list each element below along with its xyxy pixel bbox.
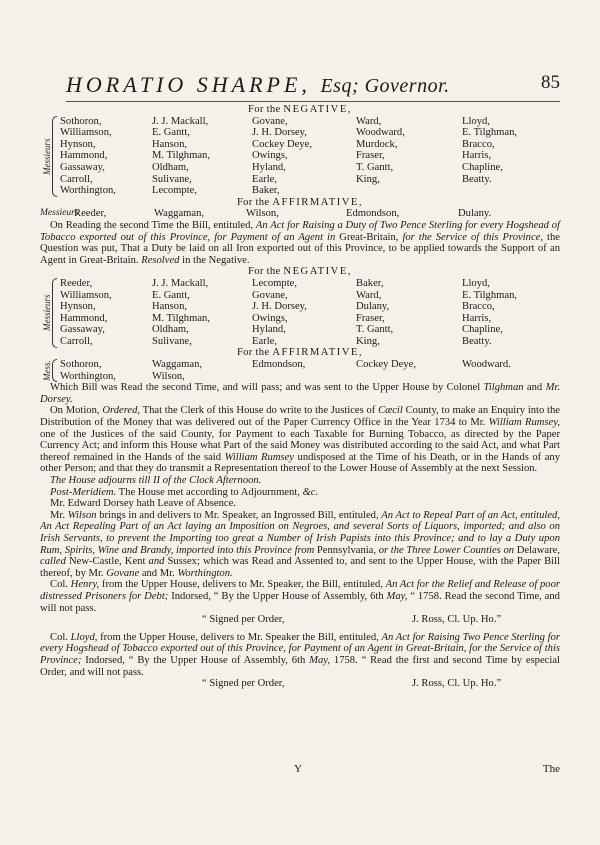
voter-name: Worthington,: [60, 185, 116, 197]
voter-name: Owings,: [252, 312, 288, 324]
voter-name: Sulivane,: [152, 173, 192, 185]
vote-row: [40, 162, 560, 174]
voter-name: [356, 371, 462, 383]
vote-row: [40, 150, 560, 162]
voter-name: Woodward,: [356, 127, 405, 139]
voter-name: Oldham,: [152, 161, 189, 173]
catchword: The: [542, 763, 560, 775]
voter-name: Carroll,: [60, 173, 93, 185]
post-meridiem-line: Post-Meridiem. The House met according to Adjournment, &c.: [50, 486, 319, 498]
vote-row: [40, 185, 560, 197]
voter-name: Williamson,: [60, 127, 112, 139]
vote-row: [40, 278, 560, 290]
voter-name: Reeder,: [60, 277, 93, 289]
voter-name: Carroll,: [60, 335, 93, 347]
voter-name: J. J. Mackall,: [152, 115, 209, 127]
voter-name: [252, 371, 356, 383]
vote-row: [40, 324, 560, 336]
voter-name: Woodward.: [462, 359, 511, 371]
voter-name: King,: [356, 335, 380, 347]
voter-name: Harris,: [462, 312, 492, 324]
voter-name: Harris,: [462, 150, 492, 162]
voter-name: Bracco,: [462, 138, 495, 150]
voter-name: Wilson,: [246, 208, 279, 220]
vote-row: [40, 359, 560, 371]
running-header: [66, 72, 560, 102]
voter-name: Owings,: [252, 150, 288, 162]
voter-name: [462, 371, 560, 383]
voter-name: Williamson,: [60, 289, 112, 301]
vote-row: [40, 313, 560, 325]
voter-name: Reeder,: [74, 208, 107, 220]
voter-name: Dulany.: [458, 208, 492, 220]
voter-name: M. Tilghman,: [152, 312, 210, 324]
voter-name: Hanson,: [152, 138, 188, 150]
voter-name: Lecompte,: [152, 185, 198, 197]
vote-row: [40, 290, 560, 302]
voter-name: Gassaway,: [60, 161, 105, 173]
voter-name: Cockey Deye,: [252, 138, 313, 150]
voter-name: Hynson,: [60, 301, 96, 313]
header-title-rest: Esq; Governor.: [320, 75, 450, 97]
vote-list-negative-2: [40, 278, 560, 348]
voter-name: Beatty.: [462, 335, 492, 347]
voter-name: Cockey Deye,: [356, 359, 417, 371]
voter-name: Waggaman,: [154, 208, 205, 220]
voter-name: E. Gantt,: [152, 127, 190, 139]
voter-name: Fraser,: [356, 312, 385, 324]
voter-name: E. Tilghman,: [462, 289, 518, 301]
vote-row: [40, 139, 560, 151]
vote-heading-negative-2: For the NEGATIVE,: [248, 266, 352, 278]
voter-name: Bracco,: [462, 301, 495, 313]
voter-name: [356, 185, 462, 197]
paragraph-henry-bill: Col. Henry, from the Upper House, delivers to Mr. Speaker, the Bill, entituled, An Act for the Relief and Release of poor distressed Prisoners for Debt; Indorsed, “ By the Upper House of Assembly, 6th May, “ 1758. Read the second Time, and will not pass.: [40, 579, 560, 614]
voter-name: E. Tilghman,: [462, 127, 518, 139]
paragraph-bill-sent: Which Bill was Read the second Time, and will pass; and was sent to the Upper House by Colonel Tilghman and Mr. Dorsey.: [40, 382, 560, 405]
paragraph-iron-duty: On Reading the second Time the Bill, entituled, An Act for Raising a Duty of Two Pence Sterling for every Hogshead of Tobacco exported out of this Province, for Payment of an Agent in Great-Britain, for the Service of this Province, the Question was put, That a Duty be laid on all Iron exported out of this Province, to be applied towards the Support of an Agent in Great-Britain. Resolved in the Negative.: [40, 219, 560, 266]
page-body: [40, 104, 560, 690]
voter-name: T. Gantt,: [356, 324, 394, 336]
voter-name: M. Tilghman,: [152, 150, 210, 162]
paragraph-wilson-bill: Mr. Wilson brings in and delivers to Mr. Speaker, an Ingrossed Bill, entituled, An Act to Repeal Part of an Act, entituled, An Act Repealing Part of an Act laying an Imposition on Negroes, and several Sorts of Liquors, imported; and also on Irish Servants, to prevent the Importing too great a Number of Irish Papists into this Province; and to lay a Duty upon Rum, Spirits, Wine and Brandy, imported into this Province from Pennsylvania, or the Three Lower Counties on Delaware, called New-Castle, Kent and Sussex; which was Read and Assented to, and sent to the Upper House, with the Paper Bill thereof, by Mr. Govane and Mr. Worthington.: [40, 509, 560, 579]
voter-name: Edmondson,: [346, 208, 400, 220]
header-title: [66, 72, 450, 98]
page-footer: [40, 763, 560, 777]
voter-name: Beatty.: [462, 173, 492, 185]
voter-name: Wilson,: [152, 370, 185, 382]
paragraph-motion-order: On Motion, Ordered, That the Clerk of this House do write to the Justices of Cæcil County, to make an Enquiry into the Distribution of the Money that was delivered out of the Paper Currency Office in the Year 1734 to Mr. William Rumsey, one of the Justices of the said County, for Payment to each Taxable for Burning Tobacco, as directed by the Paper Currency Act; and inform this House what Part of the said Money was distributed according to the said Act, and what Part thereof remained in the Hands of the said William Rumsey undisposed at the Time of his Death, or in the Hands of any other Person; and that they do transmit a Representation thereof to the Lower House of Assembly at the next Session.: [40, 405, 560, 475]
voter-name: Sothoron,: [60, 115, 102, 127]
voter-name: Baker,: [252, 185, 280, 197]
voter-name: Hanson,: [152, 301, 188, 313]
voter-name: Chapline,: [462, 161, 503, 173]
vote-heading-negative-1: For the NEGATIVE,: [248, 104, 352, 115]
leave-of-absence: Mr. Edward Dorsey hath Leave of Absence.: [50, 498, 236, 510]
voter-name: Lloyd,: [462, 115, 490, 127]
voter-name: J. H. Dorsey,: [252, 301, 307, 313]
messieurs-side-label: Messieurs: [42, 137, 52, 175]
voter-name: Dulany,: [356, 301, 390, 313]
voter-name: [462, 185, 560, 197]
vote-row: [40, 371, 560, 383]
page-number: 85: [541, 72, 560, 93]
vote-heading-affirmative-1: For the AFFIRMATIVE,: [236, 196, 364, 208]
vote-row: [40, 336, 560, 348]
voter-name: Govane,: [252, 289, 288, 301]
voter-name: Murdock,: [356, 138, 398, 150]
signature-line: “ Signed per Order, J. Ross, Cl. Up. Ho.”: [202, 614, 502, 626]
brace: [52, 116, 57, 197]
voter-name: Hammond,: [60, 150, 108, 162]
voter-name: T. Gantt,: [356, 161, 394, 173]
vote-row: [40, 116, 560, 128]
voter-name: J. J. Mackall,: [152, 277, 209, 289]
header-title-main: HORATIO SHARPE,: [66, 72, 311, 97]
paragraph-lloyd-bill: Col. Lloyd, from the Upper House, delivers to Mr. Speaker the Bill, entituled, An Act for Raising Two Pence Sterling for every Hogshead of Tobacco exported out of this Province, for Payment of an Agent in Great-Britain, for the Service of this Province; Indorsed, “ By the Upper House of Assembly, 6th May, 1758. “ Read the first and second Time by especial Order, and will not pass.: [40, 631, 561, 678]
voter-name: Chapline,: [462, 324, 503, 336]
voter-name: Gassaway,: [60, 324, 105, 336]
voter-name: Oldham,: [152, 324, 189, 336]
vote-row: [40, 127, 560, 139]
voter-name: Ward,: [356, 115, 382, 127]
voter-name: Waggaman,: [152, 359, 203, 371]
vote-list-affirmative-1: [40, 208, 560, 220]
brace: [52, 359, 57, 382]
voter-name: E. Gantt,: [152, 289, 190, 301]
voter-name: Hyland,: [252, 161, 286, 173]
voter-name: Lloyd,: [462, 277, 490, 289]
vote-heading-affirmative-2: For the AFFIRMATIVE,: [236, 347, 364, 359]
voter-name: Sothoron,: [60, 359, 102, 371]
vote-row: [40, 174, 560, 186]
voter-name: Hammond,: [60, 312, 108, 324]
voter-name: Fraser,: [356, 150, 385, 162]
voter-name: Earle,: [252, 173, 277, 185]
voter-name: Sulivane,: [152, 335, 192, 347]
signature-line: “ Signed per Order, J. Ross, Cl. Up. Ho.”: [202, 678, 502, 690]
voter-name: King,: [356, 173, 380, 185]
voter-name: Edmondson,: [252, 359, 306, 371]
printer-signature: Y: [294, 763, 302, 775]
voter-name: Hynson,: [60, 138, 96, 150]
voter-name: Baker,: [356, 277, 384, 289]
voter-name: Lecompte,: [252, 277, 298, 289]
mess-side-label: Mess.: [42, 360, 52, 381]
messieurs-label: Messieurs: [40, 208, 79, 219]
vote-list-affirmative-2: [40, 359, 560, 382]
messieurs-side-label: Messieurs: [42, 294, 52, 332]
vote-row: [40, 301, 560, 313]
voter-name: Hyland,: [252, 324, 286, 336]
adjournment-note: The House adjourns till II of the Clock Afternoon.: [50, 475, 262, 486]
vote-list-negative-1: [40, 116, 560, 197]
voter-name: Ward,: [356, 289, 382, 301]
header-rule: [66, 101, 560, 102]
voter-name: Govane,: [252, 115, 288, 127]
voter-name: Earle,: [252, 335, 277, 347]
voter-name: Worthington,: [60, 370, 116, 382]
voter-name: J. H. Dorsey,: [252, 127, 307, 139]
brace: [52, 278, 57, 348]
